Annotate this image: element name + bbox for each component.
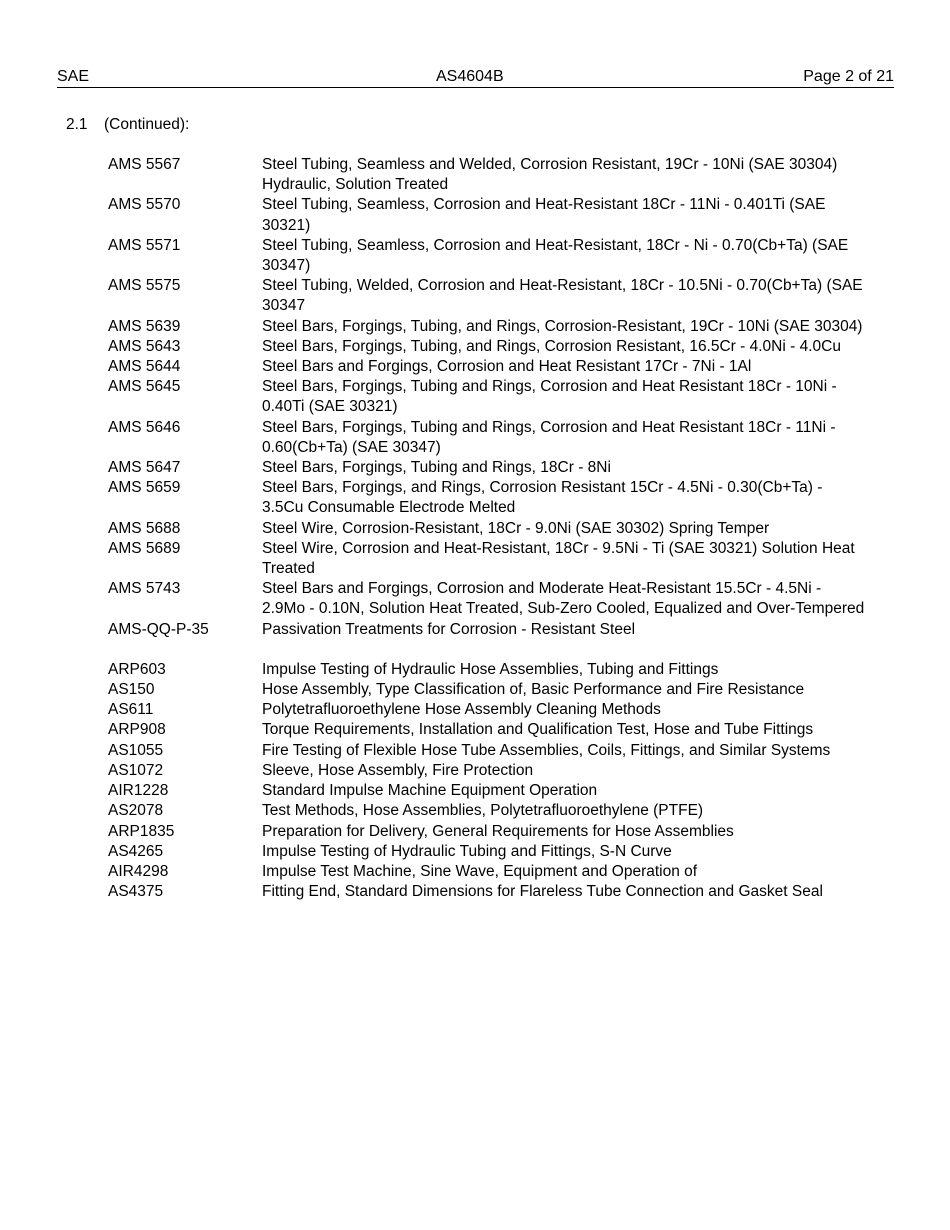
reference-title: Fitting End, Standard Dimensions for Flareless Tube Connection and Gasket Seal xyxy=(262,883,823,901)
reference-title: Steel Bars, Forgings, Tubing and Rings, 18Cr - 8Ni xyxy=(262,459,611,477)
reference-code: AMS 5639 xyxy=(108,317,181,335)
reference-title: Steel Bars, Forgings, and Rings, Corrosion Resistant 15Cr - 4.5Ni - 0.30(Cb+Ta) - 3.5Cu Consumable Electrode Melted xyxy=(262,479,823,517)
reference-title: Steel Bars, Forgings, Tubing, and Rings, Corrosion Resistant, 16.5Cr - 4.0Ni - 4.0Cu xyxy=(262,337,841,355)
reference-row xyxy=(108,539,878,579)
reference-title: Steel Tubing, Welded, Corrosion and Heat-Resistant, 18Cr - 10.5Ni - 0.70(Cb+Ta) (SAE 30347 xyxy=(262,277,863,315)
reference-code: AMS 5570 xyxy=(108,196,181,214)
reference-row xyxy=(108,276,878,316)
reference-code: AMS 5571 xyxy=(108,236,181,254)
reference-code: AS4375 xyxy=(108,883,164,901)
reference-code: AS4265 xyxy=(108,842,164,860)
reference-title: Steel Tubing, Seamless, Corrosion and Heat-Resistant 18Cr - 11Ni - 0.401Ti (SAE 30321) xyxy=(262,196,826,234)
reference-row xyxy=(108,458,878,478)
reference-code: AS2078 xyxy=(108,802,164,820)
reference-row xyxy=(108,781,878,801)
reference-code: AMS 5688 xyxy=(108,519,181,537)
reference-row xyxy=(108,741,878,761)
reference-row xyxy=(108,700,878,720)
reference-code: AMS 5567 xyxy=(108,156,181,173)
reference-title: Test Methods, Hose Assemblies, Polytetrafluoroethylene (PTFE) xyxy=(262,802,704,820)
reference-row xyxy=(108,761,878,781)
reference-row xyxy=(108,155,878,195)
reference-code: AMS 5646 xyxy=(108,418,181,436)
reference-title: Steel Wire, Corrosion and Heat-Resistant, 18Cr - 9.5Ni - Ti (SAE 30321) Solution Heat Treated xyxy=(262,539,855,578)
reference-title: Impulse Testing of Hydraulic Tubing and Fittings, S-N Curve xyxy=(262,842,672,860)
reference-group-sae xyxy=(108,660,878,902)
reference-row xyxy=(108,357,878,377)
reference-code: ARP1835 xyxy=(108,822,175,840)
reference-row xyxy=(108,236,878,276)
reference-title: Steel Wire, Corrosion-Resistant, 18Cr - 9.0Ni (SAE 30302) Spring Temper xyxy=(262,519,770,537)
reference-title: Sleeve, Hose Assembly, Fire Protection xyxy=(262,761,534,779)
reference-code: AS150 xyxy=(108,681,155,699)
reference-code: AMS 5743 xyxy=(108,580,181,598)
reference-title: Steel Tubing, Seamless, Corrosion and Heat-Resistant, 18Cr - Ni - 0.70(Cb+Ta) (SAE 30347) xyxy=(262,236,849,275)
reference-row xyxy=(108,680,878,700)
reference-code: AMS 5643 xyxy=(108,337,181,355)
reference-code: AIR4298 xyxy=(108,862,169,880)
reference-row xyxy=(108,317,878,337)
reference-code: AMS 5659 xyxy=(108,479,181,497)
header-organization: SAE xyxy=(57,68,90,85)
reference-code: AS1072 xyxy=(108,761,164,779)
reference-title: Torque Requirements, Installation and Qualification Test, Hose and Tube Fittings xyxy=(262,721,814,739)
reference-code: AIR1228 xyxy=(108,782,169,800)
reference-row xyxy=(108,478,878,518)
reference-list xyxy=(108,155,878,902)
header-page-number: Page 2 of 21 xyxy=(803,68,894,85)
reference-row xyxy=(108,519,878,539)
reference-code: AMS 5575 xyxy=(108,277,181,295)
group-spacer xyxy=(108,640,878,660)
reference-code: ARP603 xyxy=(108,660,166,678)
reference-row xyxy=(108,660,878,680)
reference-row xyxy=(108,579,878,619)
reference-code: AS611 xyxy=(108,701,154,719)
reference-code: AMS-QQ-P-35 xyxy=(108,620,209,638)
reference-title: Passivation Treatments for Corrosion - Resistant Steel xyxy=(262,620,636,638)
reference-title: Steel Tubing, Seamless and Welded, Corrosion Resistant, 19Cr - 10Ni (SAE 30304) Hydraulic, Solution Treated xyxy=(262,156,838,194)
reference-row xyxy=(108,882,878,902)
reference-title: Steel Bars and Forgings, Corrosion and Heat Resistant 17Cr - 7Ni - 1Al xyxy=(262,358,752,376)
reference-row xyxy=(108,620,878,640)
reference-row xyxy=(108,801,878,821)
reference-code: AMS 5647 xyxy=(108,459,181,477)
reference-title: Steel Bars, Forgings, Tubing, and Rings, Corrosion-Resistant, 19Cr - 10Ni (SAE 30304) xyxy=(262,317,863,335)
reference-row xyxy=(108,822,878,842)
section-heading xyxy=(66,115,189,135)
reference-code: ARP908 xyxy=(108,721,166,739)
reference-title: Impulse Testing of Hydraulic Hose Assemblies, Tubing and Fittings xyxy=(262,660,719,678)
reference-title: Steel Bars, Forgings, Tubing and Rings, Corrosion and Heat Resistant 18Cr - 11Ni - 0.60(Cb+Ta) (SAE 30347) xyxy=(262,418,836,456)
reference-row xyxy=(108,720,878,740)
reference-title: Steel Bars, Forgings, Tubing and Rings, Corrosion and Heat Resistant 18Cr - 10Ni - 0.40Ti (SAE 30321) xyxy=(262,378,837,416)
header-document-number: AS4604B xyxy=(436,68,504,85)
reference-group-ams xyxy=(108,155,878,640)
reference-title: Impulse Test Machine, Sine Wave, Equipment and Operation of xyxy=(262,862,698,880)
reference-title: Polytetrafluoroethylene Hose Assembly Cleaning Methods xyxy=(262,701,661,719)
section-number: 2.1 xyxy=(66,116,88,133)
page-header xyxy=(57,66,894,88)
section-title: (Continued): xyxy=(104,116,190,133)
reference-row xyxy=(108,862,878,882)
reference-row xyxy=(108,337,878,357)
reference-code: AS1055 xyxy=(108,741,164,759)
reference-row xyxy=(108,418,878,458)
reference-code: AMS 5689 xyxy=(108,539,181,557)
reference-row xyxy=(108,195,878,235)
reference-code: AMS 5645 xyxy=(108,378,181,396)
reference-row xyxy=(108,842,878,862)
reference-code: AMS 5644 xyxy=(108,358,181,376)
reference-row xyxy=(108,377,878,417)
reference-title: Fire Testing of Flexible Hose Tube Assemblies, Coils, Fittings, and Similar Systems xyxy=(262,741,831,759)
reference-title: Preparation for Delivery, General Requirements for Hose Assemblies xyxy=(262,822,734,840)
reference-title: Steel Bars and Forgings, Corrosion and Moderate Heat-Resistant 15.5Cr - 4.5Ni - 2.9Mo - 0.10N, Solution Heat Treated, Sub-Zero Cooled, Equalized and Over-Tempered xyxy=(262,580,865,618)
reference-title: Standard Impulse Machine Equipment Operation xyxy=(262,782,598,800)
reference-title: Hose Assembly, Type Classification of, Basic Performance and Fire Resistance xyxy=(262,681,805,699)
